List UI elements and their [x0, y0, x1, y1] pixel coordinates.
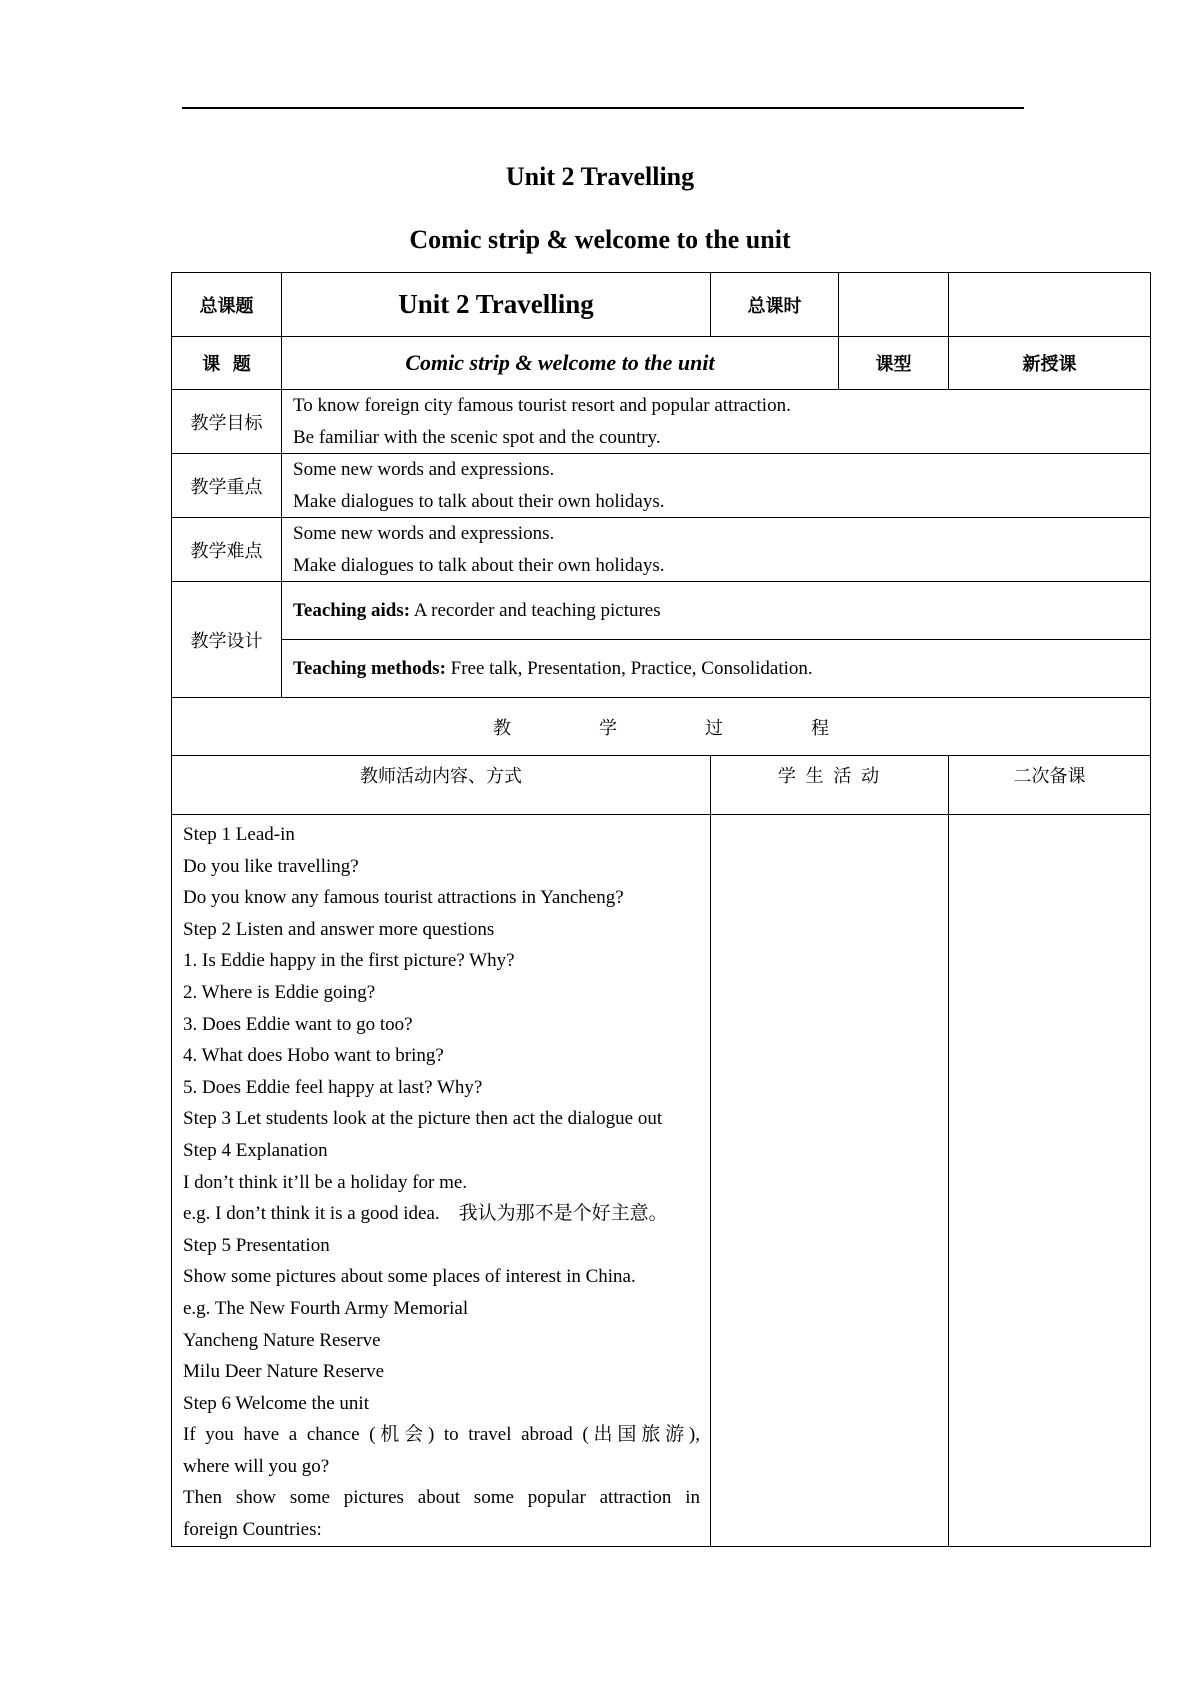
second-prep-header: 二次备课: [949, 756, 1151, 815]
document-subtitle: Comic strip & welcome to the unit: [409, 225, 791, 254]
difficulties-line: Some new words and expressions.: [293, 523, 555, 544]
lesson-topic-label: 课 题: [172, 337, 282, 390]
lesson-topic-value: Comic strip & welcome to the unit: [282, 337, 839, 390]
teacher-activity-content: [172, 815, 711, 1547]
step-line: I don’t think it’ll be a holiday for me.: [183, 1171, 468, 1193]
teaching-methods: [282, 640, 1151, 698]
row-process-heading: [172, 698, 1151, 756]
step-line: Milu Deer Nature Reserve: [183, 1361, 385, 1383]
total-periods-label: 总课时: [711, 273, 839, 337]
teaching-aids-text: A recorder and teaching pictures: [410, 599, 661, 621]
process-heading: [172, 698, 1151, 756]
objectives-label: 教学目标: [172, 390, 282, 454]
step-line: Show some pictures about some places of interest in China.: [183, 1266, 636, 1288]
step-line: Do you like travelling?: [183, 855, 359, 877]
difficulties-content: [282, 518, 1151, 582]
step-line: Do you know any famous tourist attractions in Yancheng?: [183, 887, 624, 909]
lesson-type-value: 新授课: [949, 337, 1151, 390]
lesson-type-label: 课型: [839, 337, 949, 390]
row-steps: [172, 815, 1151, 1547]
teacher-activity-header: 教师活动内容、方式: [172, 756, 711, 815]
general-topic-label: 总课题: [172, 273, 282, 337]
teaching-methods-label: Teaching methods:: [293, 657, 446, 679]
row-general-topic: [172, 273, 1151, 337]
process-char: 过: [705, 717, 723, 739]
key-points-label: 教学重点: [172, 454, 282, 518]
process-char: 学: [599, 717, 617, 739]
process-char: 教: [493, 717, 511, 739]
step-line: 1. Is Eddie happy in the first picture? Why?: [183, 950, 515, 972]
general-topic-value: Unit 2 Travelling: [282, 273, 711, 337]
step-line: where will you go?: [183, 1455, 330, 1477]
row-objectives: [172, 390, 1151, 454]
process-char: 程: [811, 717, 829, 739]
step-line: Step 5 Presentation: [183, 1234, 330, 1256]
objectives-content: [282, 390, 1151, 454]
step-line: If you have a chance (机会) to travel abroad (出国旅游),: [183, 1424, 700, 1446]
key-points-content: [282, 454, 1151, 518]
step-line: Then show some pictures about some popular attraction in: [183, 1487, 700, 1509]
row-column-headers: [172, 756, 1151, 815]
teaching-methods-text: Free talk, Presentation, Practice, Consolidation.: [445, 657, 813, 679]
step-line: Step 1 Lead-in: [183, 824, 295, 845]
second-prep-content: [949, 815, 1151, 1547]
student-activity-header: 学 生 活 动: [711, 756, 949, 815]
objectives-line: Be familiar with the scenic spot and the country.: [293, 426, 661, 448]
step-line: Step 3 Let students look at the picture then act the dialogue out: [183, 1108, 663, 1130]
step-line: e.g. The New Fourth Army Memorial: [183, 1297, 469, 1319]
lesson-plan-table: [171, 272, 1151, 1547]
row-lesson-topic: [172, 337, 1151, 390]
step-line: 4. What does Hobo want to bring?: [183, 1045, 444, 1067]
student-activity-content: [711, 815, 949, 1547]
step-line: Step 4 Explanation: [183, 1139, 328, 1161]
key-points-line: Make dialogues to talk about their own holidays.: [293, 490, 665, 512]
row-key-points: [172, 454, 1151, 518]
row-design-aids: [172, 582, 1151, 640]
teaching-aids-label: Teaching aids:: [293, 599, 411, 621]
design-label: 教学设计: [172, 582, 282, 698]
step-line: e.g. I don’t think it is a good idea. 我认为那不是个好主意。: [183, 1203, 668, 1225]
teaching-aids: [282, 582, 1151, 640]
row-design-methods: [172, 640, 1151, 698]
step-line: 2. Where is Eddie going?: [183, 981, 376, 1003]
difficulties-line: Make dialogues to talk about their own holidays.: [293, 554, 665, 576]
objectives-line: To know foreign city famous tourist resort and popular attraction.: [293, 395, 791, 416]
key-points-line: Some new words and expressions.: [293, 459, 555, 480]
step-line: foreign Countries:: [183, 1519, 322, 1541]
step-line: 5. Does Eddie feel happy at last? Why?: [183, 1076, 483, 1098]
header-rule: [182, 107, 1024, 109]
step-line: 3. Does Eddie want to go too?: [183, 1013, 413, 1035]
step-line: Yancheng Nature Reserve: [183, 1329, 381, 1351]
row-difficulties: [172, 518, 1151, 582]
difficulties-label: 教学难点: [172, 518, 282, 582]
total-periods-value: [839, 273, 949, 337]
step-line: Step 2 Listen and answer more questions: [183, 918, 495, 940]
document-title: Unit 2 Travelling: [505, 162, 695, 191]
total-periods-extra: [949, 273, 1151, 337]
step-line: Step 6 Welcome the unit: [183, 1392, 369, 1414]
